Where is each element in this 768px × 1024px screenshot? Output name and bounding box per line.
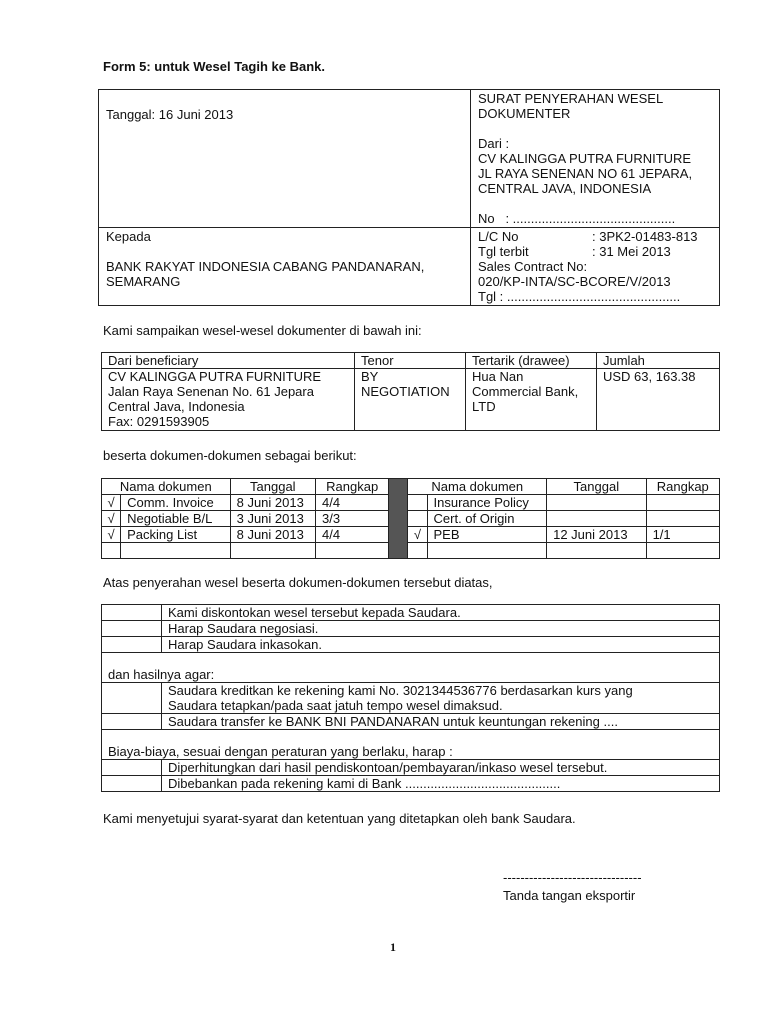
option-text: Kami diskontokan wesel tersebut kepada Saudara.: [162, 605, 720, 621]
doc-copies: 1/1: [646, 527, 719, 543]
dari-line-1: CV KALINGGA PUTRA FURNITURE: [478, 151, 692, 166]
kepada-line-1: BANK RAKYAT INDONESIA CABANG PANDANARAN,: [106, 259, 425, 274]
wesel-table: [101, 352, 720, 431]
lc-no-value: : 3PK2-01483-813: [592, 229, 698, 244]
tanggal-cell: [99, 90, 471, 228]
tgl-terbit-value: : 31 Mei 2013: [592, 244, 671, 259]
tanggal: Tanggal: 16 Juni 2013: [106, 107, 234, 122]
biaya-label: Biaya-biaya, sesuai dengan peraturan yang berlaku, harap :: [102, 730, 720, 760]
doc-name: Packing List: [121, 527, 231, 543]
header-left-date: Tanggal: [230, 479, 315, 495]
check-mark: [408, 511, 427, 527]
header-jumlah: Jumlah: [597, 353, 720, 369]
doc-copies: [316, 543, 389, 559]
option-checkbox[interactable]: [102, 605, 162, 621]
no-line: No : .............................................: [478, 211, 676, 226]
header-right-copies: Rangkap: [646, 479, 719, 495]
kepada-label: Kepada: [106, 229, 151, 244]
doc-copies: [646, 495, 719, 511]
header-beneficiary: Dari beneficiary: [102, 353, 355, 369]
doc-name: Negotiable B/L: [121, 511, 231, 527]
option-text: Harap Saudara negosiasi.: [162, 621, 720, 637]
form-title: Form 5: untuk Wesel Tagih ke Bank.: [103, 59, 326, 74]
instructions-table: [101, 604, 720, 792]
doc-copies: 3/3: [316, 511, 389, 527]
lc-cell: [471, 228, 720, 306]
beneficiary-line-4: Fax: 0291593905: [108, 414, 210, 429]
doc-copies: [646, 511, 719, 527]
header-left-name: Nama dokumen: [102, 479, 231, 495]
doc-name: [121, 543, 231, 559]
drawee-line-3: LTD: [472, 399, 496, 414]
sales-contract-label: Sales Contract No:: [478, 259, 588, 274]
option-text: Dibebankan pada rekening kami di Bank ...........................................: [162, 776, 720, 792]
kepada-cell: [99, 228, 471, 306]
doc-name: Comm. Invoice: [121, 495, 231, 511]
dari-line-3: CENTRAL JAVA, INDONESIA: [478, 181, 652, 196]
signature-label: Tanda tangan eksportir: [503, 888, 636, 903]
header-right-name: Nama dokumen: [408, 479, 547, 495]
lc-no-label: L/C No: [478, 229, 519, 244]
header-table: [98, 89, 720, 306]
header-left-copies: Rangkap: [316, 479, 389, 495]
check-mark: [408, 543, 427, 559]
dari-label: Dari :: [478, 136, 510, 151]
tenor-line-2: NEGOTIATION: [361, 384, 450, 399]
option-text: [162, 683, 720, 714]
check-mark: √: [102, 527, 121, 543]
beneficiary-line-2: Jalan Raya Senenan No. 61 Jepara: [108, 384, 314, 399]
kepada-line-2: SEMARANG: [106, 274, 181, 289]
divider-column: [389, 479, 408, 559]
kredit-line-1: Saudara kreditkan ke rekening kami No. 3021344536776 berdasarkan kurs yang: [168, 683, 633, 698]
sales-contract-value: 020/KP-INTA/SC-BCORE/V/2013: [478, 274, 671, 289]
intro-text: Kami sampaikan wesel-wesel dokumenter di bawah ini:: [103, 323, 422, 338]
doc-name: PEB: [427, 527, 547, 543]
doc-name: Cert. of Origin: [427, 511, 547, 527]
option-text: Harap Saudara inkasokan.: [162, 637, 720, 653]
header-drawee: Tertarik (drawee): [466, 353, 597, 369]
check-mark: √: [102, 495, 121, 511]
kredit-line-2: Saudara tetapkan/pada saat jatuh tempo wesel dimaksud.: [168, 698, 503, 713]
signature-line: --------------------------------: [503, 870, 642, 885]
beneficiary-line-1: CV KALINGGA PUTRA FURNITURE: [108, 369, 322, 384]
doc-date: 12 Juni 2013: [547, 527, 646, 543]
option-text: Diperhitungkan dari hasil pendiskontoan/pembayaran/inkaso wesel tersebut.: [162, 760, 720, 776]
atas-text: Atas penyerahan wesel beserta dokumen-dokumen tersebut diatas,: [103, 575, 493, 590]
drawee-line-2: Commercial Bank,: [472, 384, 579, 399]
option-checkbox[interactable]: [102, 637, 162, 653]
option-checkbox[interactable]: [102, 760, 162, 776]
table-row: [102, 527, 720, 543]
option-checkbox[interactable]: [102, 683, 162, 714]
check-mark: √: [102, 511, 121, 527]
surat-title-2: DOKUMENTER: [478, 106, 571, 121]
doc-copies: 4/4: [316, 527, 389, 543]
option-checkbox[interactable]: [102, 621, 162, 637]
table-row: [102, 543, 720, 559]
hasil-label: dan hasilnya agar:: [102, 653, 720, 683]
surat-title-1: SURAT PENYERAHAN WESEL: [478, 91, 664, 106]
option-checkbox[interactable]: [102, 714, 162, 730]
doc-copies: 4/4: [316, 495, 389, 511]
beneficiary-line-3: Central Java, Indonesia: [108, 399, 245, 414]
tenor-cell: [355, 369, 466, 431]
header-tenor: Tenor: [355, 353, 466, 369]
doc-date: [547, 495, 646, 511]
surat-cell: [471, 90, 720, 228]
docs-table: [101, 478, 720, 559]
agreement-text: Kami menyetujui syarat-syarat dan ketentuan yang ditetapkan oleh bank Saudara.: [103, 811, 576, 826]
doc-name: [427, 543, 547, 559]
doc-date: [547, 543, 646, 559]
check-mark: [408, 495, 427, 511]
tgl-terbit-label: Tgl terbit: [478, 244, 529, 259]
option-text: Saudara transfer ke BANK BNI PANDANARAN untuk keuntungan rekening ....: [162, 714, 720, 730]
table-row: [102, 495, 720, 511]
dari-line-2: JL RAYA SENENAN NO 61 JEPARA,: [478, 166, 693, 181]
doc-copies: [646, 543, 719, 559]
jumlah-cell: USD 63, 163.38: [597, 369, 720, 431]
page-number: 1: [390, 940, 396, 954]
table-row: [102, 511, 720, 527]
tgl-line: Tgl : ................................................: [478, 289, 681, 304]
doc-date: 8 Juni 2013: [230, 495, 315, 511]
drawee-cell: [466, 369, 597, 431]
check-mark: √: [408, 527, 427, 543]
tenor-line-1: BY: [361, 369, 379, 384]
doc-date: [230, 543, 315, 559]
doc-date: [547, 511, 646, 527]
header-right-date: Tanggal: [547, 479, 646, 495]
check-mark: [102, 543, 121, 559]
doc-date: 3 Juni 2013: [230, 511, 315, 527]
option-checkbox[interactable]: [102, 776, 162, 792]
beneficiary-cell: [102, 369, 355, 431]
drawee-line-1: Hua Nan: [472, 369, 524, 384]
doc-date: 8 Juni 2013: [230, 527, 315, 543]
doc-name: Insurance Policy: [427, 495, 547, 511]
docs-intro: beserta dokumen-dokumen sebagai berikut:: [103, 448, 357, 463]
